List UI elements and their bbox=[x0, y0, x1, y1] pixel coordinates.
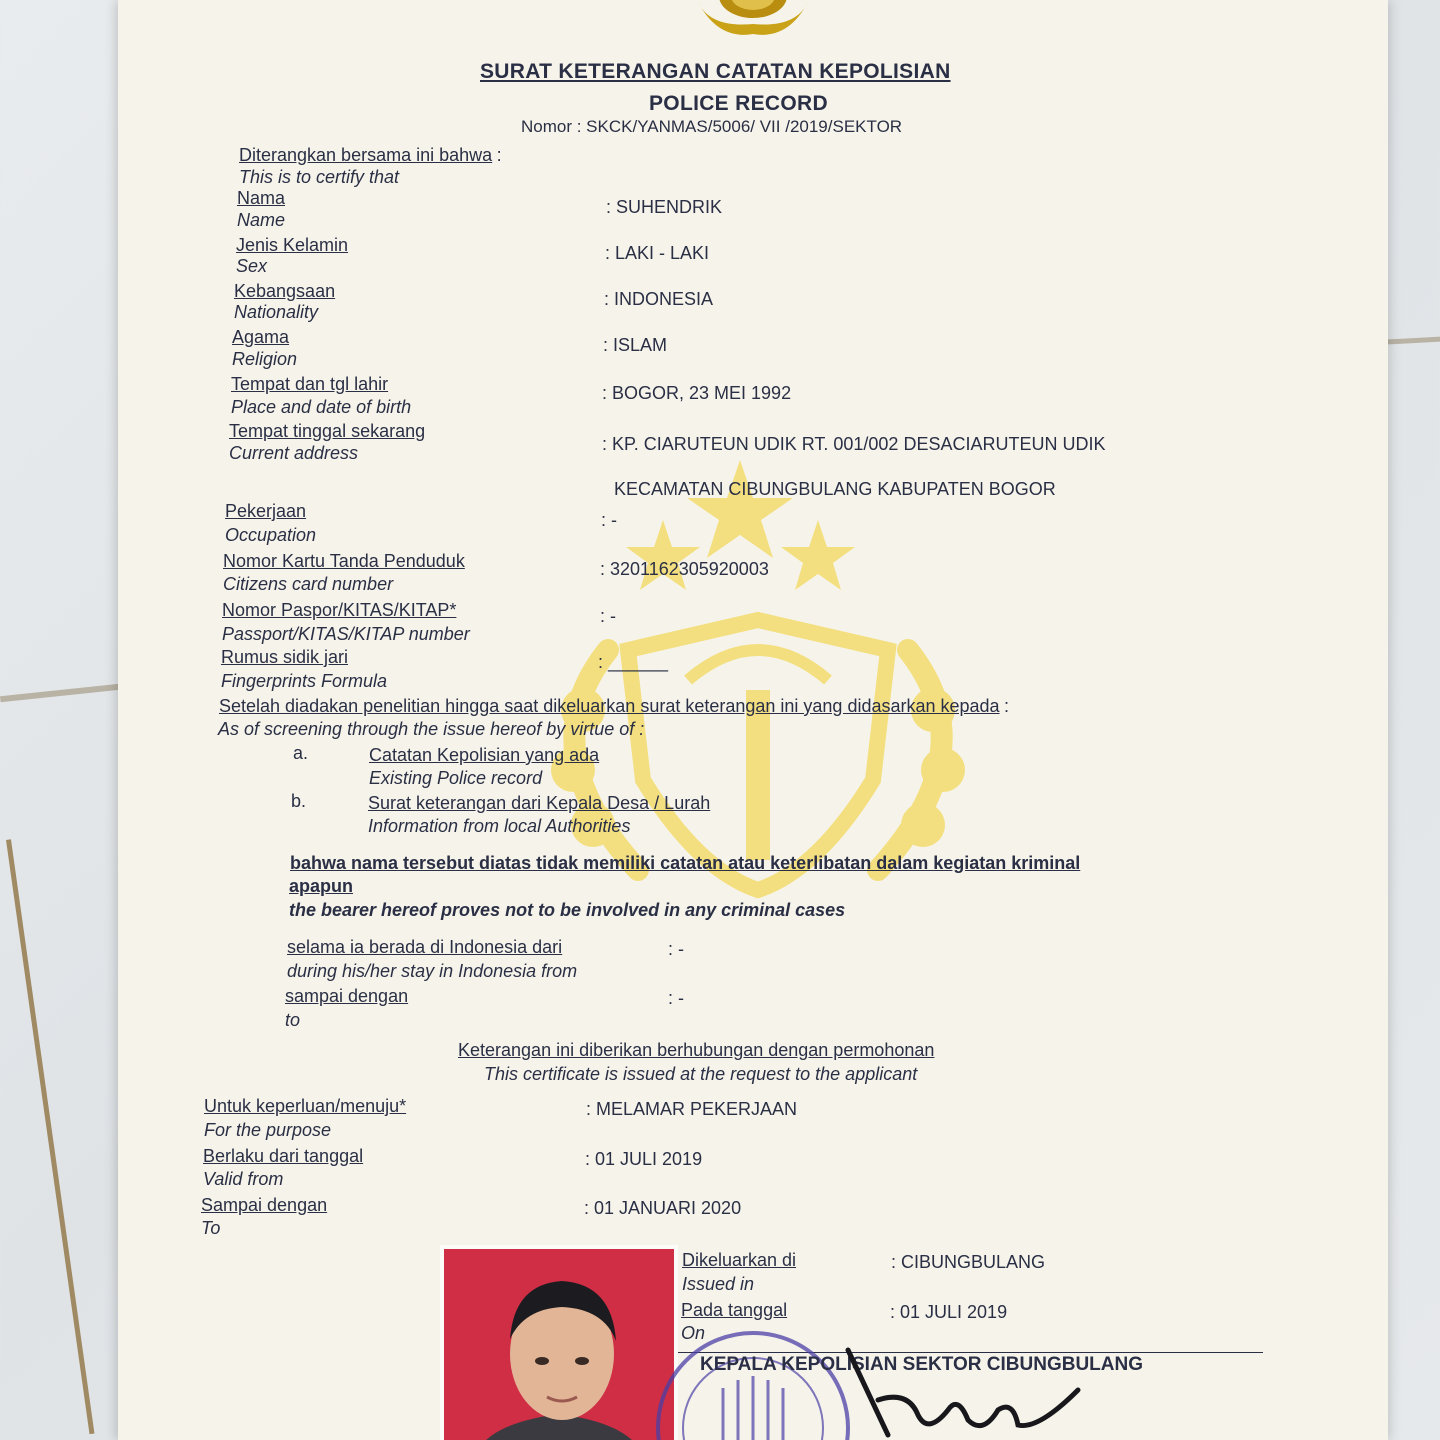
purpose-label-en: For the purpose bbox=[204, 1120, 332, 1140]
field-label: Kebangsaan bbox=[234, 281, 336, 301]
field-value-sex: : LAKI - LAKI bbox=[605, 243, 710, 263]
document-number: Nomor : SKCK/YANMAS/5006/ VII /2019/SEKTOR bbox=[521, 117, 903, 136]
field-value-address-line2: KECAMATAN CIBUNGBULANG KABUPATEN BOGOR bbox=[614, 479, 1056, 499]
purpose-value: : MELAMAR PEKERJAAN bbox=[586, 1099, 798, 1119]
screening-id: Setelah diadakan penelitian hingga saat dikeluarkan surat keterangan ini yang didasarkan kepada bbox=[219, 696, 1000, 716]
issued-on-label: Pada tanggal bbox=[681, 1300, 788, 1320]
field-label-en: Fingerprints Formula bbox=[221, 671, 388, 691]
intro-statement bbox=[239, 145, 502, 166]
field-label: Agama bbox=[232, 327, 290, 347]
field-label-en: Sex bbox=[236, 256, 268, 276]
statement-line-1: bahwa nama tersebut diatas tidak memiliki catatan atau keterlibatan dalam kegiatan kriminal bbox=[290, 853, 1081, 873]
stay-to-value: : - bbox=[668, 988, 684, 1008]
issued-on-value: : 01 JULI 2019 bbox=[890, 1302, 1008, 1322]
screening-en: As of screening through the issue hereof by virtue of : bbox=[218, 719, 645, 739]
field-label: Jenis Kelamin bbox=[236, 235, 349, 255]
field-label-en: Place and date of birth bbox=[231, 397, 412, 417]
valid-from-label-en: Valid from bbox=[203, 1169, 284, 1189]
field-label-en: Religion bbox=[232, 349, 298, 369]
field-value-birth: : BOGOR, 23 MEI 1992 bbox=[602, 383, 792, 403]
floor-tile-seam bbox=[1380, 336, 1440, 345]
official-stamp-icon bbox=[638, 1318, 868, 1440]
field-value-religion: : ISLAM bbox=[603, 335, 668, 355]
stay-from-label: selama ia berada di Indonesia dari bbox=[287, 937, 563, 957]
field-label-en: Passport/KITAS/KITAP number bbox=[222, 624, 470, 644]
statement-en: the bearer hereof proves not to be involved in any criminal cases bbox=[289, 900, 846, 920]
valid-to-label-en: To bbox=[201, 1218, 221, 1238]
screening-item-id: Catatan Kepolisian yang ada bbox=[369, 745, 600, 765]
screening-item-letter: b. bbox=[291, 791, 307, 811]
field-value-occupation: : - bbox=[601, 510, 617, 530]
issued-on-label-en: On bbox=[681, 1323, 706, 1343]
screening-item-id: Surat keterangan dari Kepala Desa / Lurah bbox=[368, 793, 711, 813]
valid-from-label: Berlaku dari tanggal bbox=[203, 1146, 364, 1166]
field-label: Pekerjaan bbox=[225, 501, 307, 521]
request-id: Keterangan ini diberikan berhubungan dengan permohonan bbox=[458, 1040, 935, 1060]
stay-to-label-en: to bbox=[285, 1010, 301, 1030]
floor-tile-seam bbox=[6, 839, 94, 1434]
field-value-id-number: : 3201162305920003 bbox=[600, 559, 769, 579]
field-label: Nomor Paspor/KITAS/KITAP* bbox=[222, 600, 457, 620]
field-label-en: Current address bbox=[229, 443, 359, 463]
stay-from-label-en: during his/her stay in Indonesia from bbox=[287, 961, 578, 981]
field-value-name: : SUHENDRIK bbox=[606, 197, 723, 217]
screening-colon: : bbox=[1004, 696, 1010, 716]
valid-from-value: : 01 JULI 2019 bbox=[585, 1149, 703, 1169]
field-label: Nomor Kartu Tanda Penduduk bbox=[223, 551, 465, 571]
screening-item-en: Existing Police record bbox=[369, 768, 543, 788]
field-value-fingerprint: : ______ bbox=[598, 652, 669, 672]
document-subtitle: POLICE RECORD bbox=[649, 92, 828, 115]
field-label: Tempat dan tgl lahir bbox=[231, 374, 389, 394]
issued-in-label-en: Issued in bbox=[682, 1274, 755, 1294]
purpose-label: Untuk keperluan/menuju* bbox=[204, 1096, 407, 1116]
screening-item-en: Information from local Authorities bbox=[368, 816, 631, 836]
field-label: Tempat tinggal sekarang bbox=[229, 421, 426, 441]
field-value-passport: : - bbox=[600, 606, 616, 626]
field-label-en: Name bbox=[237, 210, 286, 230]
issued-in-value: : CIBUNGBULANG bbox=[891, 1252, 1046, 1272]
screening-item-letter: a. bbox=[293, 743, 309, 763]
field-label-en: Citizens card number bbox=[223, 574, 394, 594]
stay-to-label: sampai dengan bbox=[285, 986, 409, 1006]
field-value-address: : KP. CIARUTEUN UDIK RT. 001/002 DESACIARUTEUN UDIK bbox=[602, 434, 1106, 454]
statement-line-2: apapun bbox=[289, 876, 354, 896]
police-emblem-icon bbox=[678, 0, 828, 40]
intro-colon: : bbox=[496, 145, 502, 165]
intro-id: Diterangkan bersama ini bahwa bbox=[239, 145, 493, 165]
handwritten-signature-icon bbox=[838, 1330, 1098, 1440]
screening-statement bbox=[219, 696, 1009, 717]
issued-in-label: Dikeluarkan di bbox=[682, 1250, 797, 1270]
stay-from-value: : - bbox=[668, 939, 684, 959]
field-label-en: Occupation bbox=[225, 525, 317, 545]
police-record-document bbox=[118, 0, 1388, 1440]
field-label-en: Nationality bbox=[234, 302, 319, 322]
valid-to-label: Sampai dengan bbox=[201, 1195, 328, 1215]
field-value-nationality: : INDONESIA bbox=[604, 289, 714, 309]
valid-to-value: : 01 JANUARI 2020 bbox=[584, 1198, 742, 1218]
floor-tile-seam bbox=[0, 684, 120, 703]
field-label: Rumus sidik jari bbox=[221, 647, 349, 667]
intro-en: This is to certify that bbox=[239, 167, 400, 187]
request-en: This certificate is issued at the request to the applicant bbox=[484, 1064, 918, 1084]
field-label: Nama bbox=[237, 188, 286, 208]
document-title: SURAT KETERANGAN CATATAN KEPOLISIAN bbox=[480, 60, 951, 83]
signatory-title: KEPALA KEPOLISIAN SEKTOR CIBUNGBULANG bbox=[700, 1354, 1144, 1375]
police-emblem-watermark-icon bbox=[488, 450, 1028, 910]
